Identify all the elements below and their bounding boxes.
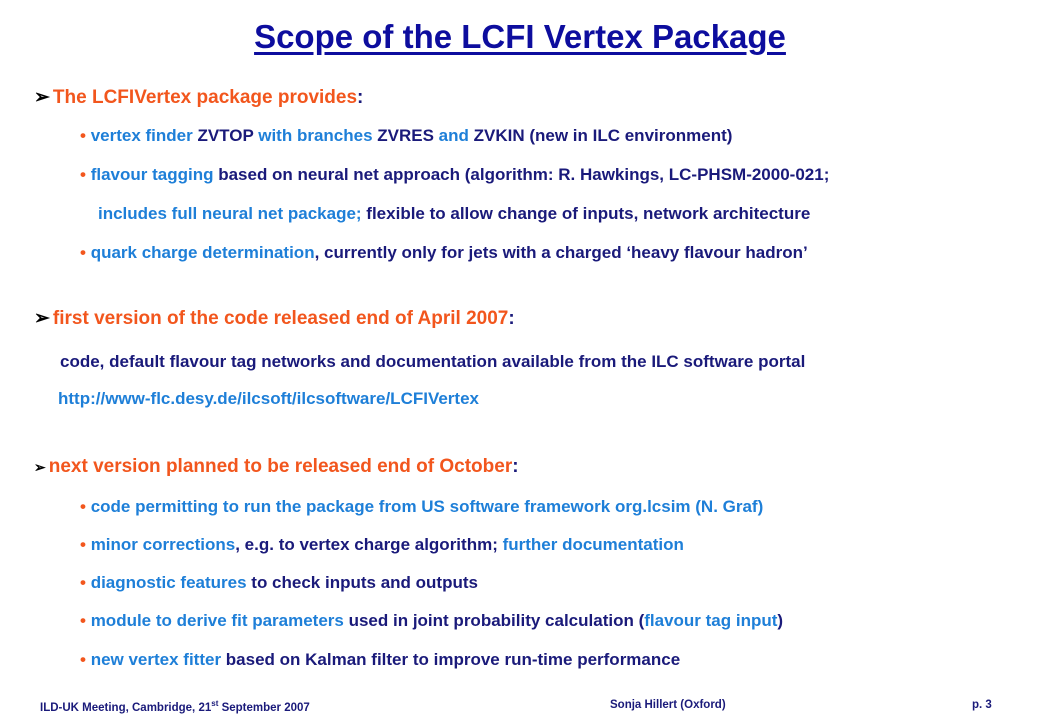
list-item-diagnostic-features: • diagnostic features to check inputs and outputs <box>80 573 478 592</box>
section-heading-first-version: ➢ first version of the code released end of April 2007: <box>34 308 515 329</box>
arrow-bullet-icon: ➢ <box>34 459 46 475</box>
list-item-minor-corrections: • minor corrections, e.g. to vertex charge algorithm; further documentation <box>80 535 684 554</box>
section-heading-next-version: ➢ next version planned to be released end of October: <box>34 456 519 477</box>
footer-author: Sonja Hillert (Oxford) <box>610 699 726 711</box>
bullet-icon: • <box>80 497 86 516</box>
list-item-flavour-tagging: • flavour tagging based on neural net approach (algorithm: R. Hawkings, LC-PHSM-2000-021; <box>80 165 830 184</box>
list-item-vertex-finder: • vertex finder ZVTOP with branches ZVRES and ZVKIN (new in ILC environment) <box>80 126 733 145</box>
list-item-fit-parameters: • module to derive fit parameters used in joint probability calculation (flavour tag input) <box>80 611 784 630</box>
bullet-icon: • <box>80 650 86 669</box>
arrow-bullet-icon: ➢ <box>34 87 50 108</box>
list-item-flavour-tagging-continued: includes full neural net package; flexible to allow change of inputs, network architecture <box>98 204 811 223</box>
bullet-icon: • <box>80 165 86 184</box>
list-item-vertex-fitter: • new vertex fitter based on Kalman filter to improve run-time performance <box>80 650 681 669</box>
section-heading-provides: ➢ The LCFIVertex package provides: <box>34 87 364 108</box>
page-title: Scope of the LCFI Vertex Package <box>254 18 786 55</box>
bullet-icon: • <box>80 573 86 592</box>
software-portal-link[interactable]: http://www-flc.desy.de/ilcsoft/ilcsoftware/LCFIVertex <box>58 389 479 408</box>
first-version-description: code, default flavour tag networks and documentation available from the ILC software portal <box>60 352 806 371</box>
list-item-quark-charge: • quark charge determination, currently only for jets with a charged ‘heavy flavour hadron’ <box>80 243 808 262</box>
bullet-icon: • <box>80 535 86 554</box>
footer-meeting: ILD-UK Meeting, Cambridge, 21st September 2007 <box>40 699 310 714</box>
arrow-bullet-icon: ➢ <box>34 308 50 329</box>
bullet-icon: • <box>80 126 86 145</box>
bullet-icon: • <box>80 243 86 262</box>
list-item-us-framework: • code permitting to run the package from US software framework org.lcsim (N. Graf) <box>80 497 764 516</box>
bullet-icon: • <box>80 611 86 630</box>
footer-page-number: p. 3 <box>972 699 992 711</box>
